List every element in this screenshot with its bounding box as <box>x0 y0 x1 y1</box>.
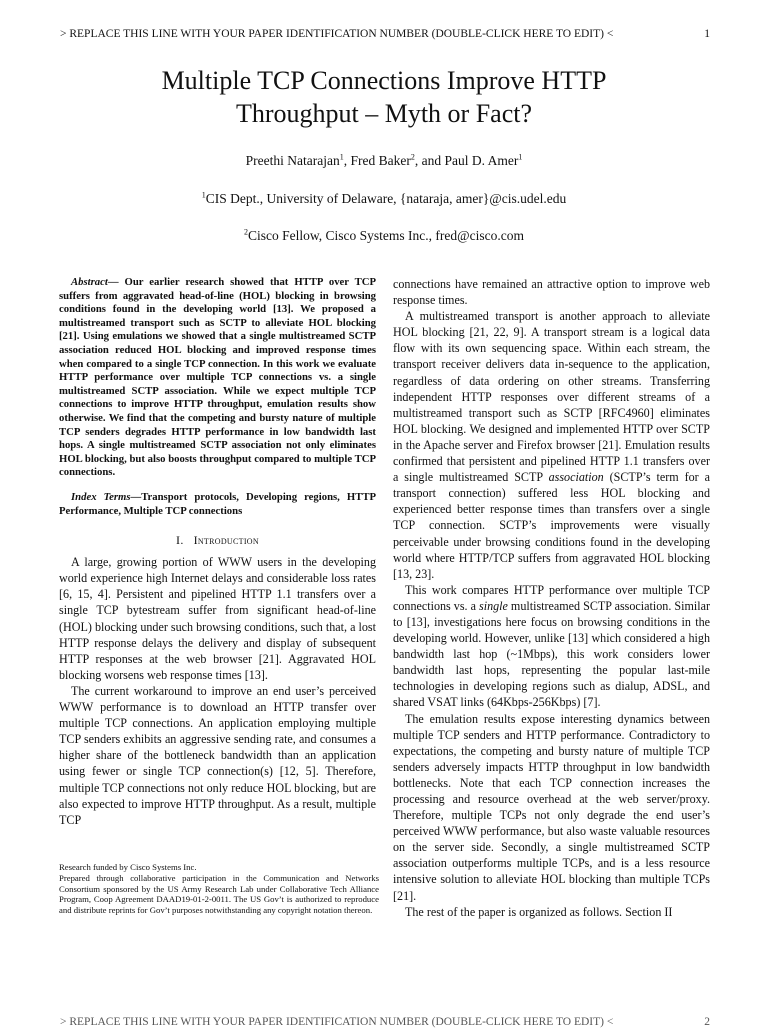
right-paragraph-5: The rest of the paper is organized as follows. Section II <box>405 904 673 919</box>
affiliation-1-sup: 1 <box>201 190 206 200</box>
right-paragraph-1: connections have remained an attractive option to improve web response times. <box>393 277 710 308</box>
footnote-consortium: Prepared through collaborative participation in the Communication and Networks Consortium sponsored by the US Army Research Lab under Collaborative Tech Alliance Program, Coop Agreement DAAD19-01-2-0011. The US Gov’t is authorized to reproduce and distribute reprints for Gov’t purposes notwithstanding any copyright notation thereon. <box>59 872 379 916</box>
affiliation-2-sup: 2 <box>244 227 249 237</box>
title-line-1: Multiple TCP Connections Improve HTTP <box>161 66 607 95</box>
footnotes <box>59 862 379 916</box>
right-paragraph-2-a: A multistreamed transport is another approach to alleviate HOL blocking [21, 22, 9]. A transport stream is a logical data flow with its own sequencing space. Within each stream, the transport receiver delivers data in-sequence to the application, regardless of data ordering on other streams. Transferring independent HTTP responses over different streams of a multistreamed transport such as SCTP [RFC4960] eliminates HOL blocking. We designed and implemented HTTP over SCTP in the Apache server and Firefox browser [21]. Emulation results confirmed that persistent and pipelined HTTP 1.1 transfers over a single multistreamed SCTP <box>393 309 710 485</box>
next-page-header <box>60 1014 710 1030</box>
abstract <box>59 276 376 480</box>
author-sep-2: , <box>414 153 422 168</box>
author-1: Preethi Natarajan <box>245 153 340 168</box>
next-page-header-text: > REPLACE THIS LINE WITH YOUR PAPER IDENTIFICATION NUMBER (DOUBLE-CLICK HERE TO EDIT) < <box>60 1016 614 1028</box>
section-title: Introduction <box>193 533 259 548</box>
author-list <box>84 152 684 170</box>
index-terms-dash: — <box>130 490 142 503</box>
right-paragraph-3-b: multistreamed SCTP association. Similar to [13], investigations here focus on browsing conditions in the developing world. However, unlike [13] which considered a high bandwidth last hop (~1Mbps), this work considers lower bandwidth last hops, representing the popular last-mile technologies in developing regions such as dialup, ADSL, and shared VSAT links (64Kbps-256Kbps) [7]. <box>393 598 711 710</box>
author-2-sup: 2 <box>410 152 415 162</box>
right-paragraph-2-b: (SCTP’s term for a transport connection) suffered less HOL blocking and experienced better response times than transfers over a single TCP connection. SCTP’s improvements were visually perceivable under browsing conditions found in the developing world where HTTP/TCP suffers from aggravated HOL blocking [13, 23]. <box>393 470 710 581</box>
affiliation-2-text: Cisco Fellow, Cisco Systems Inc., fred@cisco.com <box>248 228 524 243</box>
intro-paragraph-2: The current workaround to improve an end user’s perceived WWW performance is to download an HTTP transfer over multiple TCP connections. An application employing multiple TCP senders exhibits an aggressive sending rate, and consumes a higher share of the bottleneck bandwidth than an application using fewer or single TCP connection(s) [12, 5]. Therefore, multiple TCP connections not only reduce HOL blocking, but are also expected to improve HTTP throughput. As a result, multiple TCP <box>59 683 376 827</box>
association-emphasis: association <box>548 470 604 485</box>
abstract-text: Our earlier research showed that HTTP over TCP suffers from aggravated head-of-line (HOL) blocking in browsing conditions found in the developing world [13]. We proposed a multistreamed transport such as SCTP to alleviate HOL blocking [21]. Using emulations we showed that a single multistreamed SCTP association reduced HOL blocking and improved response times when compared to a single TCP connection. In this work we evaluate HTTP performance over multiple TCP connections vs. a single multistreamed SCTP association. While we expect multiple TCP connections to improve HTTP throughput, emulation results show otherwise. We find that the competing and bursty nature of multiple TCP senders degrades HTTP performance in low bandwidth last hops. A single multistreamed SCTP association not only eliminates HOL blocking, but also boosts throughput compared to multiple TCP connections. <box>59 276 376 479</box>
affiliation-1-text: CIS Dept., University of Delaware, {nataraja, amer}@cis.udel.edu <box>205 191 567 206</box>
left-column <box>59 276 376 828</box>
abstract-label: Abstract <box>71 276 108 288</box>
abstract-dash: — <box>107 276 125 288</box>
header-text[interactable]: > REPLACE THIS LINE WITH YOUR PAPER IDENTIFICATION NUMBER (DOUBLE-CLICK HERE TO EDIT) < <box>60 28 614 40</box>
footnote-funding: Research funded by Cisco Systems Inc. <box>59 862 197 872</box>
right-paragraph-3-a: This work compares HTTP performance over multiple TCP connections vs. a <box>393 582 710 613</box>
affiliation-2 <box>84 227 684 245</box>
single-emphasis: single <box>479 598 508 613</box>
author-3-sup: 1 <box>518 152 523 162</box>
index-terms-label: Index Terms <box>71 490 131 503</box>
author-2: Fred Baker <box>350 153 411 168</box>
right-paragraph-3 <box>393 582 710 711</box>
paper-title <box>84 64 684 130</box>
title-line-2: Throughput – Myth or Fact? <box>235 99 533 128</box>
right-paragraph-4: The emulation results expose interesting dynamics between multiple TCP senders and HTTP performance. Contradictory to expectations, the competing and bursty nature of multiple TCP senders adversely impacts HTTP throughput in low bandwidth bottlenecks. Note that each TCP connection increases the processing and resource overhead at the web server/proxy. Therefore, multiple TCPs not only degrade the end user’s perceived WWW performance, but also waste valuable resources on the server side. Secondly, a single multistreamed SCTP association outperforms multiple TCPs, and is a less resource intensive solution to alleviate HOL blocking than multiple TCPs [21]. <box>393 711 710 903</box>
index-terms <box>59 491 376 518</box>
intro-paragraph-1: A large, growing portion of WWW users in the developing world experience high Internet delays and considerable loss rates [6, 15, 4]. Persistent and pipelined HTTP 1.1 transfers over a single TCP bytestream suffer from significant head-of-line (HOL) blocking under such browsing conditions, such that, a lost HTTP response delays the delivery and display of subsequent HTTP responses at the web browser [21]. Aggravated HOL blocking worsens web response times [13]. <box>59 555 376 682</box>
next-page-number: 2 <box>704 1016 710 1028</box>
section-heading <box>59 532 376 548</box>
author-sep-1: , <box>343 153 351 168</box>
author-1-sup: 1 <box>339 152 344 162</box>
page-number: 1 <box>704 28 710 40</box>
running-header <box>60 26 710 42</box>
section-number: I. <box>176 533 184 548</box>
author-3: and Paul D. Amer <box>421 153 519 168</box>
right-paragraph-2 <box>393 308 710 582</box>
right-column <box>393 276 710 920</box>
affiliation-1 <box>84 190 684 208</box>
index-terms-text: Transport protocols, Developing regions, HTTP Performance, Multiple TCP connections <box>59 490 376 517</box>
